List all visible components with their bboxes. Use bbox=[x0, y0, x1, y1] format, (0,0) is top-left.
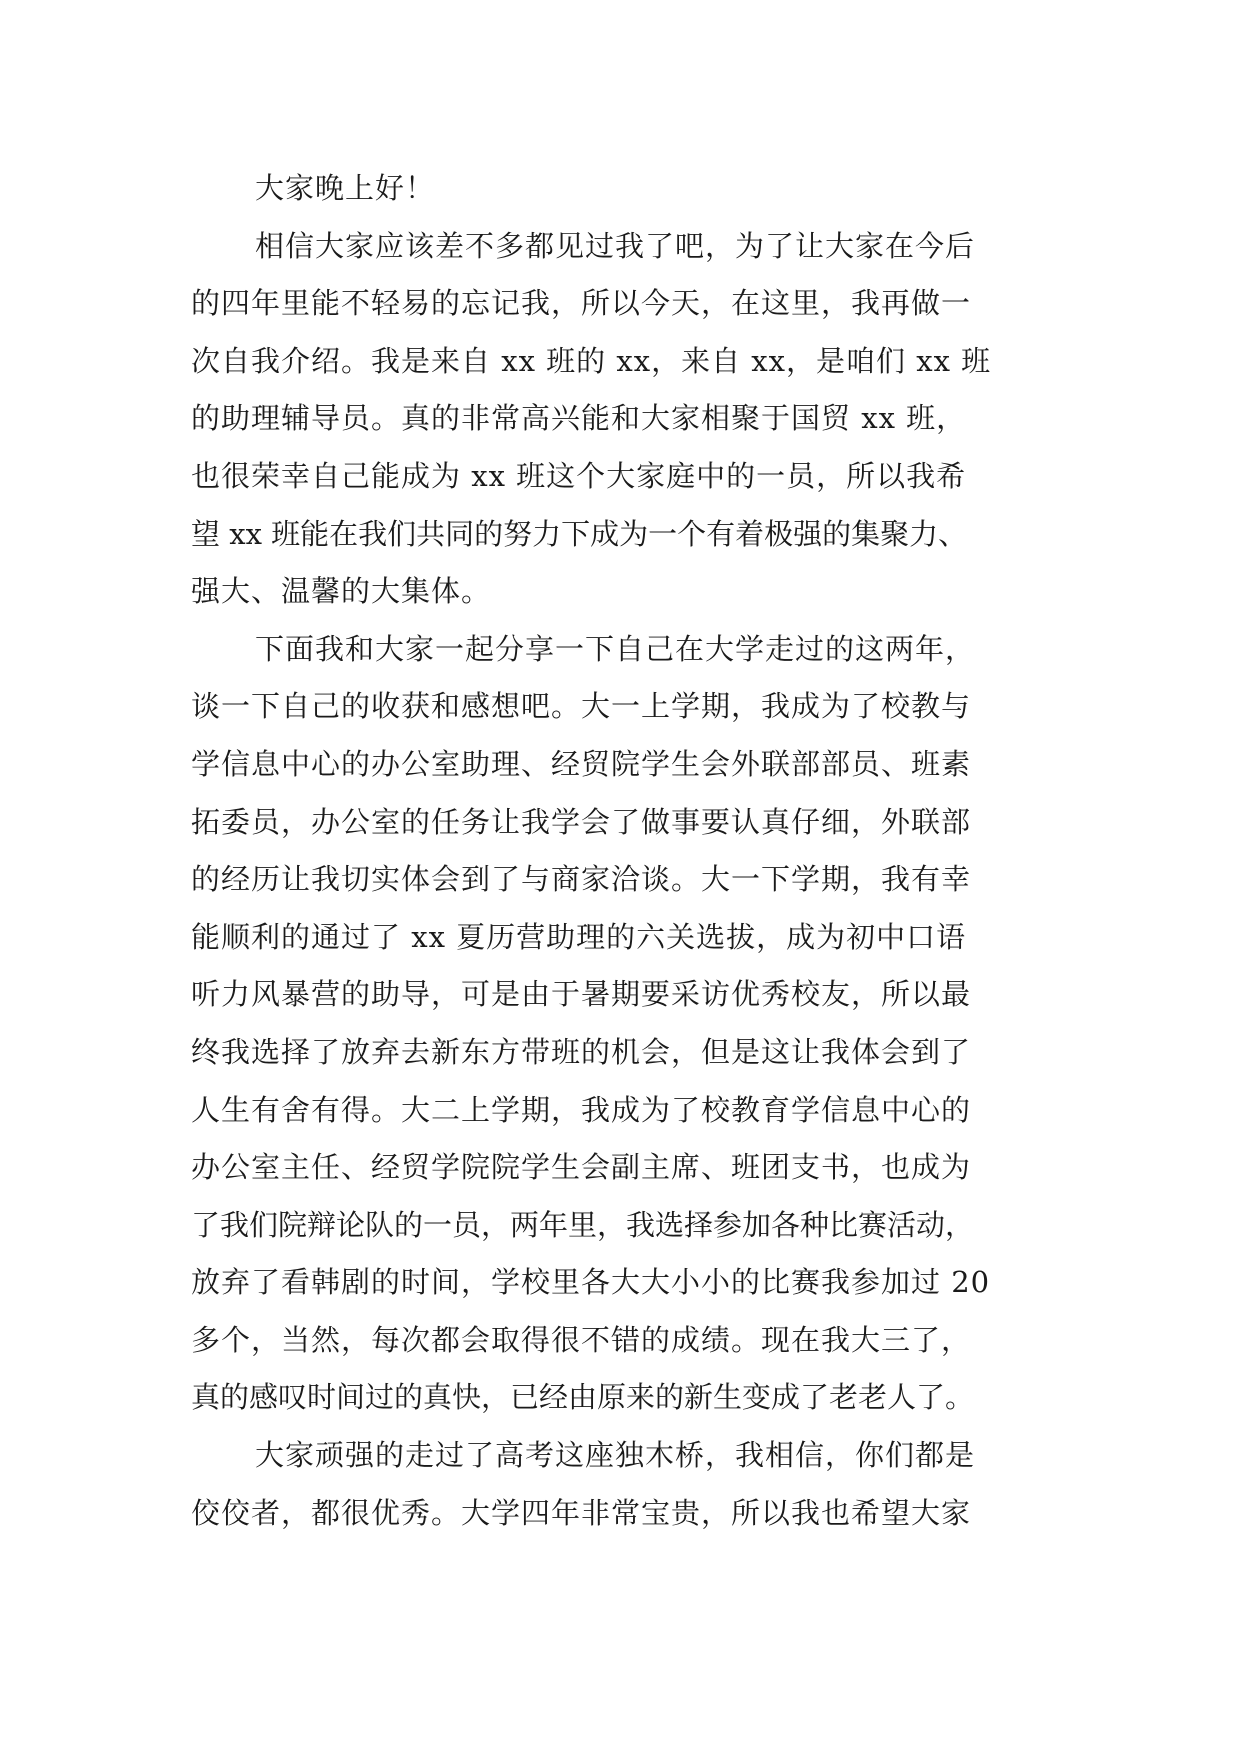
paragraph-1-line-1: 相信大家应该差不多都见过我了吧，为了让大家在今后 bbox=[255, 228, 976, 263]
paragraph-2-line-3: 学信息中心的办公室助理、经贸院学生会外联部部员、班素 bbox=[191, 746, 972, 781]
greeting-line: 大家晚上好！ bbox=[255, 171, 436, 205]
paragraph-1-line-7: 强大、温馨的大集体。 bbox=[191, 574, 492, 609]
paragraph-1-line-3: 次自我介绍。我是来自 xx 班的 xx，来自 xx，是咱们 xx 班 bbox=[191, 343, 992, 378]
paragraph-1-line-5: 也很荣幸自己能成为 xx 班这个大家庭中的一员，所以我希 bbox=[191, 458, 967, 493]
paragraph-2-line-7: 听力风暴营的助导，可是由于暑期要采访优秀校友，所以最 bbox=[191, 977, 972, 1012]
paragraph-2-line-8: 终我选择了放弃去新东方带班的机会，但是这让我体会到了 bbox=[191, 1034, 972, 1069]
paragraph-2-line-4: 拓委员，办公室的任务让我学会了做事要认真仔细，外联部 bbox=[191, 804, 972, 839]
paragraph-2-line-11: 了我们院辩论队的一员，两年里，我选择参加各种比赛活动， bbox=[191, 1207, 975, 1242]
paragraph-2-line-6: 能顺利的通过了 xx 夏历营助理的六关选拔，成为初中口语 bbox=[191, 919, 967, 954]
paragraph-2-line-9: 人生有舍有得。大二上学期，我成为了校教育学信息中心的 bbox=[191, 1092, 972, 1127]
paragraph-2-line-13: 多个，当然，每次都会取得很不错的成绩。现在我大三了， bbox=[191, 1322, 972, 1357]
paragraph-2-line-10: 办公室主任、经贸学院院学生会副主席、班团支书，也成为 bbox=[191, 1150, 972, 1185]
paragraph-2-line-12: 放弃了看韩剧的时间，学校里各大大小小的比赛我参加过 20 bbox=[191, 1265, 991, 1300]
paragraph-2-line-1: 下面我和大家一起分享一下自己在大学走过的这两年， bbox=[255, 631, 976, 666]
paragraph-2-line-2: 谈一下自己的收获和感想吧。大一上学期，我成为了校教与 bbox=[191, 689, 972, 724]
paragraph-2-line-14: 真的感叹时间过的真快，已经由原来的新生变成了老老人了。 bbox=[191, 1380, 975, 1415]
paragraph-3-line-1: 大家顽强的走过了高考这座独木桥，我相信，你们都是 bbox=[255, 1438, 976, 1473]
body-text bbox=[191, 160, 1051, 1542]
paragraph-1-line-4: 的助理辅导员。真的非常高兴能和大家相聚于国贸 xx 班， bbox=[191, 401, 967, 436]
paragraph-1-line-6: 望 xx 班能在我们共同的努力下成为一个有着极强的集聚力、 bbox=[191, 516, 968, 551]
paragraph-2-line-5: 的经历让我切实体会到了与商家洽谈。大一下学期，我有幸 bbox=[191, 862, 972, 897]
paragraph-3-line-2: 佼佼者，都很优秀。大学四年非常宝贵，所以我也希望大家 bbox=[191, 1495, 972, 1530]
paragraph-1-line-2: 的四年里能不轻易的忘记我，所以今天，在这里，我再做一 bbox=[191, 286, 972, 321]
